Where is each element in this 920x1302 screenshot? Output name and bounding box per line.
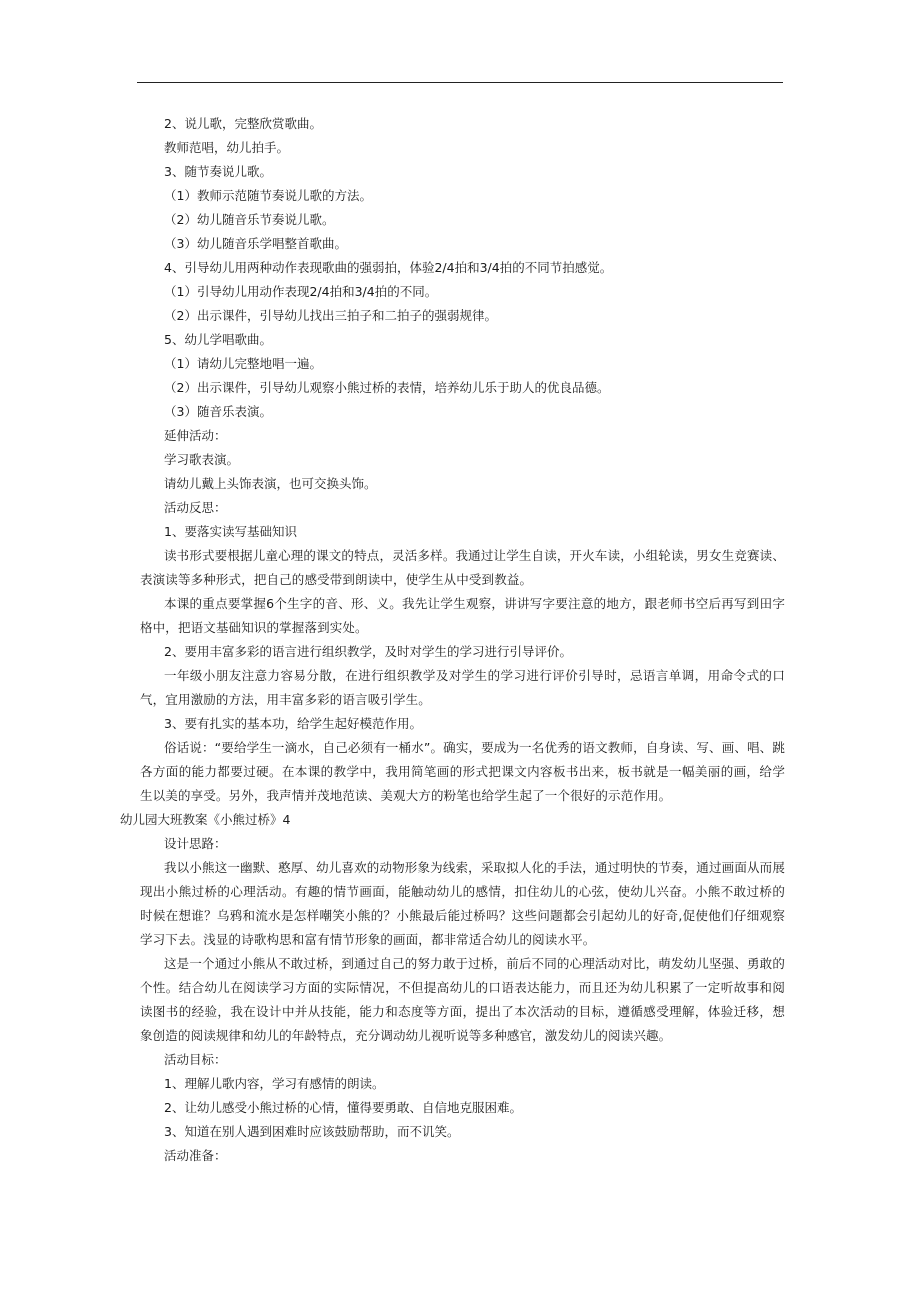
text-line: 1、理解儿歌内容，学习有感情的朗读。 (164, 1076, 385, 1091)
text-line: （1）教师示范随节奏说儿歌的方法。 (164, 188, 372, 203)
paragraph: 俗话说：“要给学生一滴水，自己必须有一桶水”。确实，要成为一名优秀的语文教师，自身读、写、画、唱、跳各方面的能力都要过硬。在本课的教学中，我用简笔画的形式把课文内容板书出来，板书就是一幅美丽的画，给学生以美的享受。另外，我声情并茂地范读、美观大方的粉笔也给学生起了一个很好的示范作用。 (140, 740, 785, 803)
section-heading: 活动反思： (164, 500, 227, 515)
paragraph: 读书形式要根据儿童心理的课文的特点，灵活多样。我通过让学生自读，开火车读，小组轮读，男女生竞赛读、表演读等多种形式，把自己的感受带到朗读中，使学生从中受到教益。 (140, 548, 785, 587)
paragraph: 一年级小朋友注意力容易分散，在进行组织教学及对学生的学习进行评价引导时，忌语言单调，用命令式的口气，宜用激励的方法，用丰富多彩的语言吸引学生。 (140, 668, 785, 707)
section-heading: 设计思路： (164, 836, 227, 851)
text-line: 4、引导幼儿用两种动作表现歌曲的强弱拍，体验2/4拍和3/4拍的不同节拍感觉。 (164, 260, 613, 275)
text-line: 3、随节奏说儿歌。 (164, 164, 272, 179)
section-heading: 活动目标： (164, 1052, 227, 1067)
document-body (120, 112, 785, 1168)
text-line: 2、要用丰富多彩的语言进行组织教学，及时对学生的学习进行引导评价。 (164, 644, 572, 659)
text-line: 3、知道在别人遇到困难时应该鼓励帮助，而不讥笑。 (164, 1124, 460, 1139)
text-line: 5、幼儿学唱歌曲。 (164, 332, 272, 347)
section-heading: 活动准备： (164, 1148, 227, 1163)
paragraph: 这是一个通过小熊从不敢过桥，到通过自己的努力敢于过桥，前后不同的心理活动对比，萌发幼儿坚强、勇敢的个性。结合幼儿在阅读学习方面的实际情况，不但提高幼儿的口语表达能力，而且还为幼儿积累了一定听故事和阅读图书的经验，我在设计中并从技能，能力和态度等方面，提出了本次活动的目标，遵循感受理解，体验迁移，想象创造的阅读规律和幼儿的年龄特点，充分调动幼儿视听说等多种感官，激发幼儿的阅读兴趣。 (140, 956, 785, 1043)
section-heading: 延伸活动： (164, 428, 227, 443)
text-line: （2）出示课件，引导幼儿观察小熊过桥的表情，培养幼儿乐于助人的优良品德。 (164, 380, 610, 395)
text-line: （3）幼儿随音乐学唱整首歌曲。 (164, 236, 347, 251)
text-line: 请幼儿戴上头饰表演，也可交换头饰。 (164, 476, 377, 491)
text-line: （2）幼儿随音乐节奏说儿歌。 (164, 212, 335, 227)
text-line: 2、让幼儿感受小熊过桥的心情，懂得要勇敢、自信地克服困难。 (164, 1100, 522, 1115)
text-line: 2、说儿歌，完整欣赏歌曲。 (164, 116, 322, 131)
document-title: 幼儿园大班教案《小熊过桥》4 (120, 812, 291, 827)
text-line: （1）引导幼儿用动作表现2/4拍和3/4拍的不同。 (164, 284, 438, 299)
text-line: （1）请幼儿完整地唱一遍。 (164, 356, 322, 371)
paragraph: 我以小熊这一幽默、憨厚、幼儿喜欢的动物形象为线索，采取拟人化的手法，通过明快的节奏，通过画面从而展现出小熊过桥的心理活动。有趣的情节画面，能触动幼儿的感情，扣住幼儿的心弦，使幼儿兴奋。小熊不敢过桥的时候在想谁？乌鸦和流水是怎样嘲笑小熊的？小熊最后能过桥吗？这些问题都会引起幼儿的好奇,促使他们仔细观察学习下去。浅显的诗歌构思和富有情节形象的画面，都非常适合幼儿的阅读水平。 (140, 860, 785, 947)
text-line: 学习歌表演。 (164, 452, 240, 467)
text-line: （3）随音乐表演。 (164, 404, 272, 419)
text-line: 教师范唱，幼儿拍手。 (164, 140, 290, 155)
text-line: （2）出示课件，引导幼儿找出三拍子和二拍子的强弱规律。 (164, 308, 497, 323)
paragraph: 本课的重点要掌握6个生字的音、形、义。我先让学生观察，讲讲写字要注意的地方，跟老师书空后再写到田字格中，把语文基础知识的掌握落到实处。 (140, 596, 785, 635)
text-line: 1、要落实读写基础知识 (164, 524, 297, 539)
header-rule (137, 82, 783, 83)
text-line: 3、要有扎实的基本功，给学生起好模范作用。 (164, 716, 422, 731)
